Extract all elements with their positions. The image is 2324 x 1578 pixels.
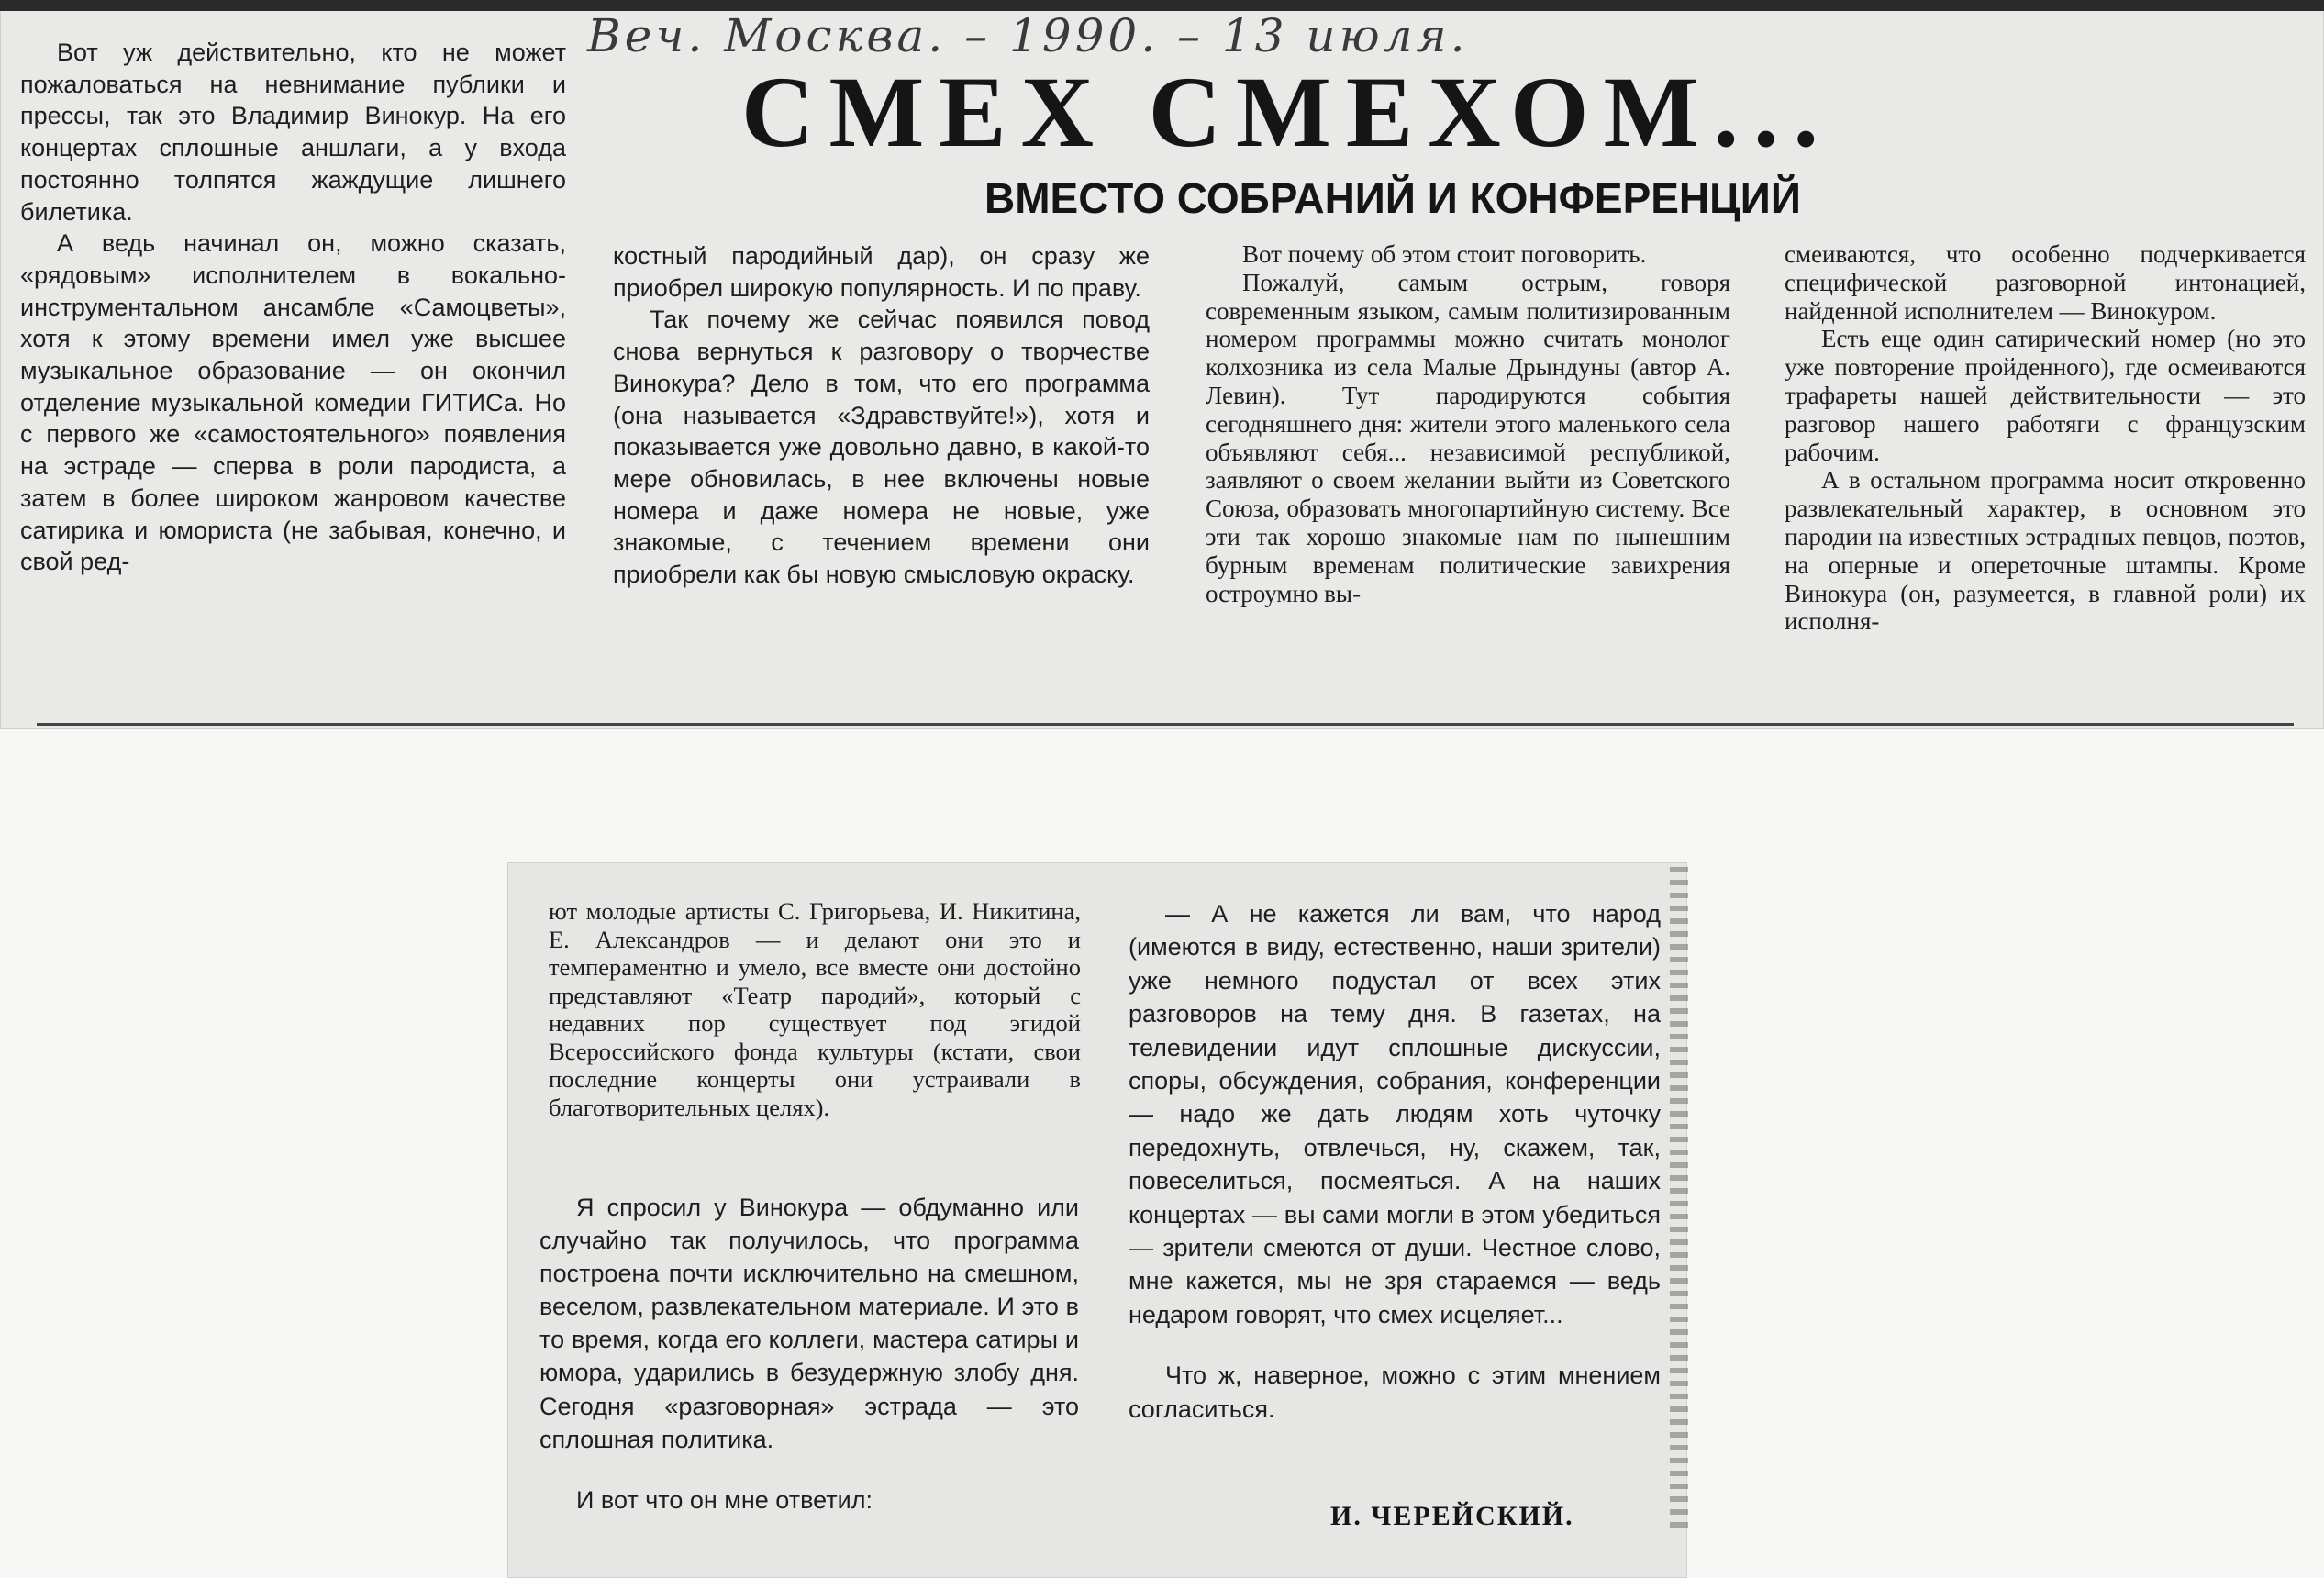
paragraph: Пожалуй, самым острым, говоря современным языком, самым политизированным номером программы можно считать монолог колхозника из села Малые Дрындуны (автор А. Левин). Тут пародируются события сегодняшнего дня: жители этого маленького села объявляют себя... независимой республикой, заявляют о своем желании выйти из Советского Союза, образовать многопартийную систему. Все эти так хорошо знакомые нам по нынешним бурным временам политические завихрения остроумно вы-: [1206, 268, 1730, 607]
handwritten-note: Веч. Москва. – 1990. – 13 июля.: [587, 9, 1469, 62]
paragraph: А в остальном программа носит откровенно развлекательный характер, в основном это пародии на известных эстрадных певцов, поэтов, на оперные и опереточные штампы. Кроме Винокура (он, разумеется, в главной роли) их исполня-: [1785, 466, 2306, 636]
paragraph: И вот что он мне ответил:: [576, 1485, 873, 1514]
paragraph: — А не кажется ли вам, что народ (имеются в виду, естественно, наши зрители) уже немного подустал от всех этих разговоров на тему дня. В газетах, на телевидении идут сплошные дискуссии, споры, обсуждения, собрания, конференции — надо же дать людям хоть чуточку передохнуть, отвлечься, ну, скажем, так, повеселиться, посмеяться. А на наших концертах — вы сами могли в этом убедиться — зрители смеются от души. Честное слово, мне кажется, мы не зря стараемся — ведь недаром говорят, что смех исцеляет...: [1129, 900, 1661, 1328]
text-column-5: [549, 897, 1081, 1121]
text-column-4: [1785, 240, 2306, 636]
paragraph: ют молодые артисты С. Григорьева, И. Никитина, Е. Александров — и делают они это и темпераментно и умело, все вместе они достойно представляют «Театр пародий», который с недавних пор существует под эгидой Всероссийского фонда культуры (кстати, свои последние концерты они устраивали в благотворительных целях).: [549, 897, 1081, 1121]
paragraph: Что ж, наверное, можно с этим мнением согласиться.: [1129, 1361, 1661, 1423]
text-column-1: [20, 37, 566, 578]
author-signature: И. ЧЕРЕЙСКИЙ.: [1330, 1501, 1574, 1531]
text-column-6: [1129, 897, 1661, 1426]
paragraph: костный пародийный дар), он сразу же приобрел широкую популярность. И по праву.: [613, 242, 1150, 302]
article-clipping-top: [0, 0, 2324, 729]
paragraph: Я спросил у Винокура — обдуманно или случайно так получилось, что программа построена почти исключительно на смешном, веселом, развлекательном материале. И это в то время, когда его коллеги, мастера сатиры и юмора, ударились в безудержную злобу дня. Сегодня «разговорная» эстрада — это сплошная политика.: [539, 1194, 1079, 1453]
text-column-2: [613, 240, 1150, 591]
headline: СМЕХ СМЕХОМ...: [741, 56, 1833, 168]
subheadline: ВМЕСТО СОБРАНИЙ И КОНФЕРЕНЦИЙ: [984, 174, 1801, 222]
paragraph: Вот почему об этом стоит поговорить.: [1242, 240, 1647, 268]
perforation-mark: [1670, 867, 1688, 1528]
paragraph: Вот уж действительно, кто не может пожаловаться на невнимание публики и прессы, так это Владимир Винокур. На его концертах сплошные аншлаги, а у входа постоянно толпятся жаждущие лишнего билетика.: [20, 39, 566, 226]
bottom-rule: [37, 723, 2294, 726]
text-column-7: [539, 1191, 1079, 1517]
paragraph: смеиваются, что особенно подчеркивается специфической разговорной интонацией, найденной исполнителем — Винокуром.: [1785, 240, 2306, 325]
text-column-3: [1206, 240, 1730, 607]
paragraph: Так почему же сейчас появился повод снова вернуться к разговору о творчестве Винокура? Дело в том, что его программа (она называется «Здравствуйте!»), хотя и показывается уже довольно давно, в какой-то мере обновилась, в нее включены новые номера и даже номера не новые, уже знакомые, с течением времени они приобрели как бы новую смысловую окраску.: [613, 306, 1150, 589]
paragraph: Есть еще один сатирический номер (но это уже повторение пройденного), где осмеиваются трафареты нашей действительности — это разговор нашего работяги с французским рабочим.: [1785, 325, 2306, 466]
paragraph: А ведь начинал он, можно сказать, «рядовым» исполнителем в вокально-инструментальном ансамбле «Самоцветы», хотя к этому времени имел уже высшее музыкальное образование — он окончил отделение музыкальной комедии ГИТИСа. Но с первого же «самостоятельного» появления на эстраде — сперва в роли пародиста, а затем в более широком жанровом качестве сатирика и юмориста (не забывая, конечно, и свой ред-: [20, 229, 566, 576]
